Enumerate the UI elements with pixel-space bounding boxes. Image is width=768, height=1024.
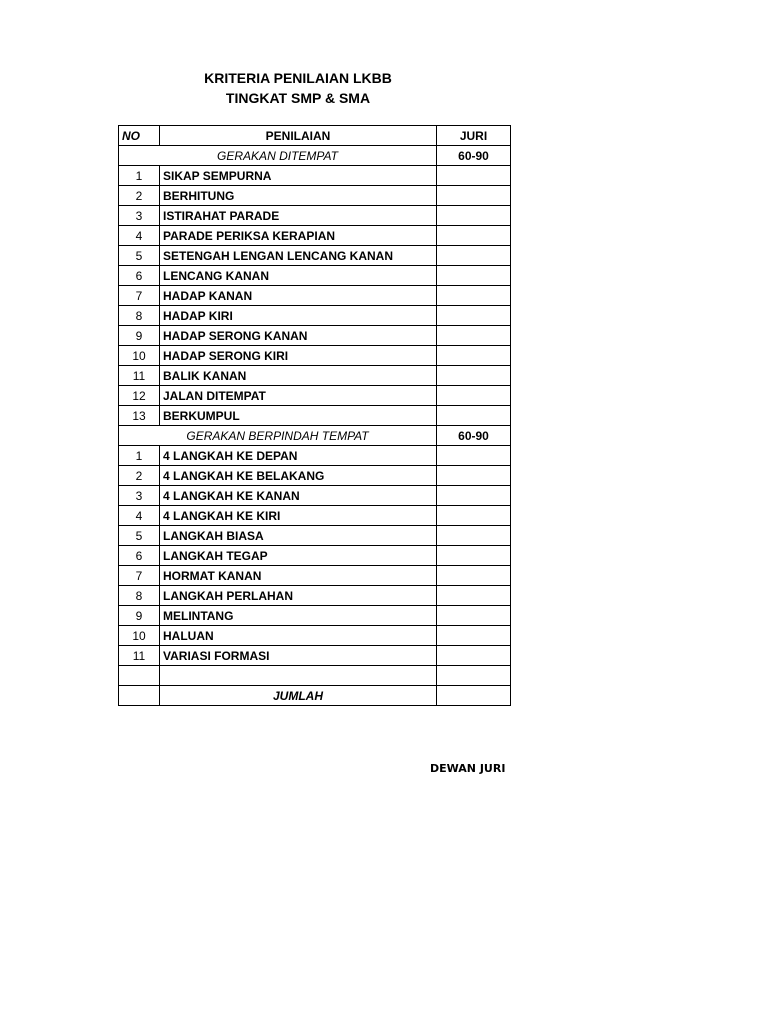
juri-score-cell[interactable] [437, 446, 511, 466]
table-row [119, 466, 511, 486]
assessment-table [118, 125, 511, 706]
table-row [119, 606, 511, 626]
criteria-item: 4 LANGKAH KE BELAKANG [160, 466, 437, 486]
juri-score-cell[interactable] [437, 286, 511, 306]
header-penilaian: PENILAIAN [160, 126, 437, 146]
juri-score-cell[interactable] [437, 526, 511, 546]
criteria-item: BERKUMPUL [160, 406, 437, 426]
table-row [119, 546, 511, 566]
section-header-row [119, 146, 511, 166]
section-header-row [119, 426, 511, 446]
criteria-item: 4 LANGKAH KE KIRI [160, 506, 437, 526]
row-number: 9 [119, 326, 160, 346]
criteria-item: HADAP KANAN [160, 286, 437, 306]
row-number: 3 [119, 206, 160, 226]
criteria-item: BERHITUNG [160, 186, 437, 206]
table-row [119, 206, 511, 226]
juri-score-cell[interactable] [437, 166, 511, 186]
criteria-item: 4 LANGKAH KE DEPAN [160, 446, 437, 466]
table-header-row [119, 126, 511, 146]
juri-score-cell[interactable] [437, 226, 511, 246]
row-number: 4 [119, 506, 160, 526]
criteria-item: LENCANG KANAN [160, 266, 437, 286]
juri-score-cell[interactable] [437, 406, 511, 426]
table-row [119, 446, 511, 466]
table-row [119, 326, 511, 346]
row-number: 10 [119, 626, 160, 646]
header-juri: JURI [437, 126, 511, 146]
table-row [119, 246, 511, 266]
juri-score-cell[interactable] [437, 506, 511, 526]
total-score-cell[interactable] [437, 686, 511, 706]
document-subtitle: TINGKAT SMP & SMA [225, 90, 371, 106]
row-number: 7 [119, 286, 160, 306]
criteria-item: SETENGAH LENGAN LENCANG KANAN [160, 246, 437, 266]
table-row [119, 286, 511, 306]
criteria-item: HALUAN [160, 626, 437, 646]
table-row [119, 506, 511, 526]
blank-row [119, 666, 511, 686]
blank-cell [119, 666, 160, 686]
criteria-item: HORMAT KANAN [160, 566, 437, 586]
juri-score-cell[interactable] [437, 646, 511, 666]
blank-cell [160, 666, 437, 686]
criteria-item: VARIASI FORMASI [160, 646, 437, 666]
table-row [119, 566, 511, 586]
row-number: 12 [119, 386, 160, 406]
juri-score-cell[interactable] [437, 666, 511, 686]
table-row [119, 646, 511, 666]
table-row [119, 346, 511, 366]
criteria-item: ISTIRAHAT PARADE [160, 206, 437, 226]
juri-score-cell[interactable] [437, 606, 511, 626]
juri-score-cell[interactable] [437, 326, 511, 346]
section-title: GERAKAN BERPINDAH TEMPAT [119, 426, 437, 446]
table-row [119, 526, 511, 546]
criteria-item: LANGKAH PERLAHAN [160, 586, 437, 606]
table-row [119, 486, 511, 506]
row-number: 8 [119, 586, 160, 606]
criteria-item: MELINTANG [160, 606, 437, 626]
table-row [119, 366, 511, 386]
juri-score-cell[interactable] [437, 546, 511, 566]
table-row [119, 226, 511, 246]
criteria-item: LANGKAH TEGAP [160, 546, 437, 566]
row-number: 13 [119, 406, 160, 426]
row-number: 2 [119, 186, 160, 206]
juri-score-cell[interactable] [437, 266, 511, 286]
row-number: 4 [119, 226, 160, 246]
table-row [119, 166, 511, 186]
row-number: 6 [119, 266, 160, 286]
juri-score-cell[interactable] [437, 206, 511, 226]
row-number: 1 [119, 446, 160, 466]
section-score-range: 60-90 [437, 146, 511, 166]
juri-score-cell[interactable] [437, 366, 511, 386]
juri-score-cell[interactable] [437, 486, 511, 506]
table-row [119, 186, 511, 206]
criteria-item: JALAN DITEMPAT [160, 386, 437, 406]
dewan-juri-label: DEWAN JURI [430, 762, 506, 775]
criteria-item: 4 LANGKAH KE KANAN [160, 486, 437, 506]
total-label: JUMLAH [160, 686, 437, 706]
row-number: 7 [119, 566, 160, 586]
row-number: 3 [119, 486, 160, 506]
juri-score-cell[interactable] [437, 306, 511, 326]
row-number: 2 [119, 466, 160, 486]
criteria-item: HADAP SERONG KANAN [160, 326, 437, 346]
criteria-item: LANGKAH BIASA [160, 526, 437, 546]
section-score-range: 60-90 [437, 426, 511, 446]
criteria-item: SIKAP SEMPURNA [160, 166, 437, 186]
row-number: 9 [119, 606, 160, 626]
row-number: 11 [119, 646, 160, 666]
table-row [119, 626, 511, 646]
table-row [119, 306, 511, 326]
criteria-item: HADAP SERONG KIRI [160, 346, 437, 366]
criteria-item: PARADE PERIKSA KERAPIAN [160, 226, 437, 246]
document-title: KRITERIA PENILAIAN LKBB [204, 70, 392, 86]
criteria-item: HADAP KIRI [160, 306, 437, 326]
row-number: 5 [119, 246, 160, 266]
juri-score-cell[interactable] [437, 466, 511, 486]
criteria-item: BALIK KANAN [160, 366, 437, 386]
row-number: 5 [119, 526, 160, 546]
juri-score-cell[interactable] [437, 346, 511, 366]
juri-score-cell[interactable] [437, 566, 511, 586]
row-number: 6 [119, 546, 160, 566]
row-number: 1 [119, 166, 160, 186]
row-number: 11 [119, 366, 160, 386]
table-row [119, 406, 511, 426]
juri-score-cell[interactable] [437, 586, 511, 606]
header-no: NO [119, 126, 160, 146]
juri-score-cell[interactable] [437, 246, 511, 266]
table-row [119, 266, 511, 286]
row-number: 8 [119, 306, 160, 326]
table-row [119, 386, 511, 406]
table-row [119, 586, 511, 606]
juri-score-cell[interactable] [437, 186, 511, 206]
row-number: 10 [119, 346, 160, 366]
blank-cell [119, 686, 160, 706]
section-title: GERAKAN DITEMPAT [119, 146, 437, 166]
juri-score-cell[interactable] [437, 626, 511, 646]
total-row [119, 686, 511, 706]
juri-score-cell[interactable] [437, 386, 511, 406]
